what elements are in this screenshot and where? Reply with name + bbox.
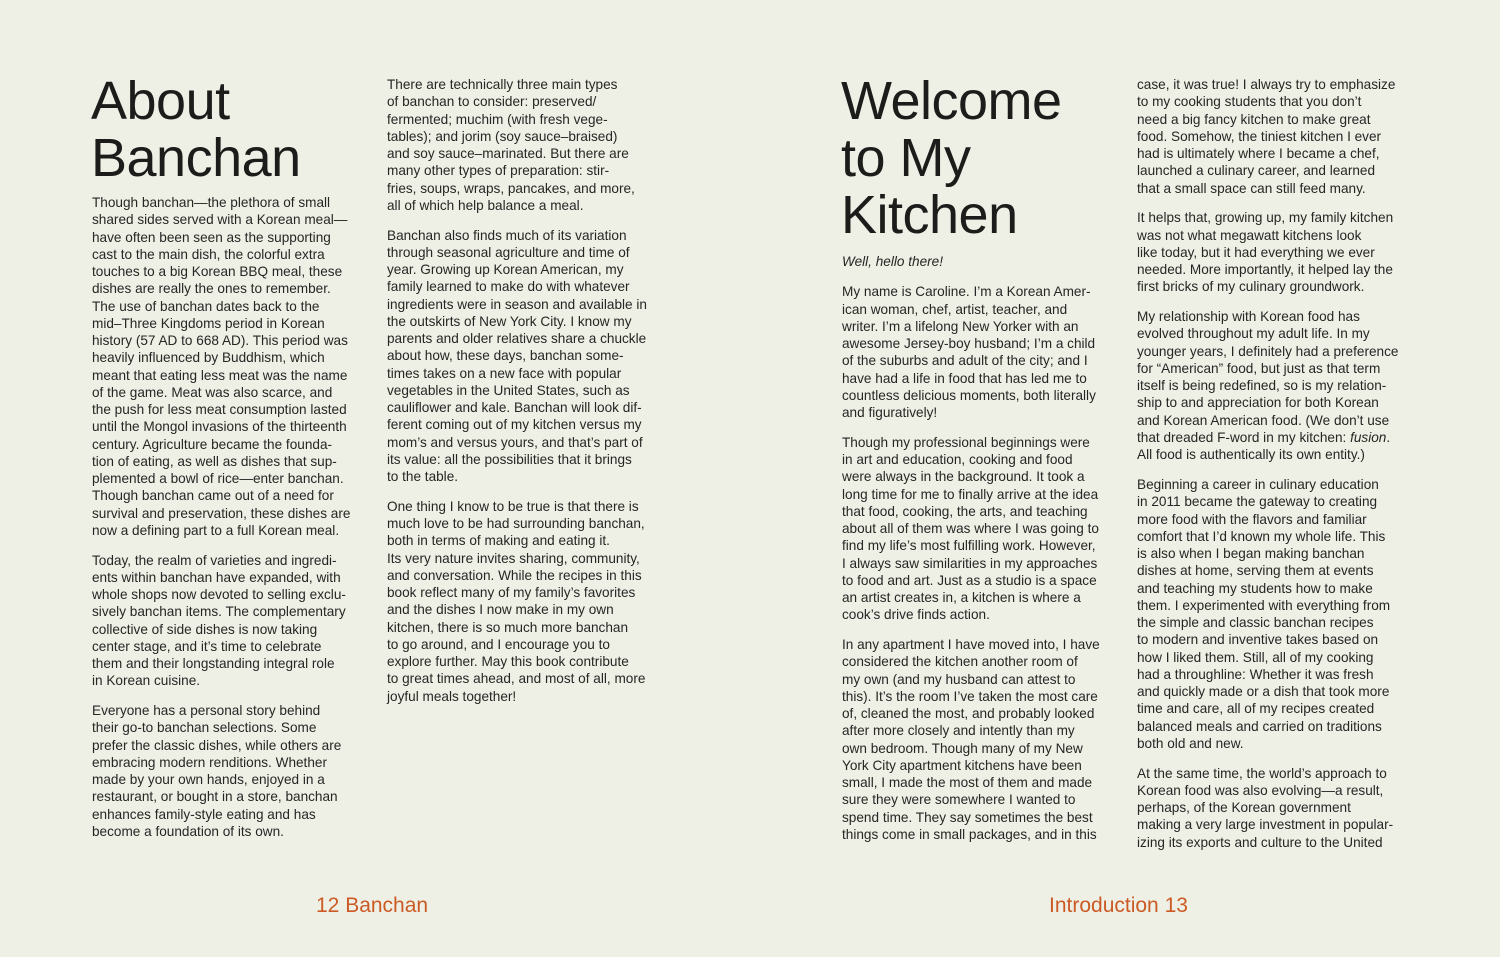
text-line: spend time. They say sometimes the best	[842, 809, 1093, 825]
text-line: sively banchan items. The complementary	[92, 604, 346, 620]
text-line: and conversation. While the recipes in this	[387, 567, 642, 583]
text-line: ican woman, chef, artist, teacher, and	[842, 301, 1068, 317]
text-line: ship to and appreciation for both Korean	[1137, 395, 1379, 411]
text-line: It helps that, growing up, my family kitchen	[1137, 210, 1394, 226]
heading-line: to My	[841, 128, 971, 188]
text-line: York City apartment kitchens have been	[842, 757, 1082, 773]
text-line: about all of them was where I was going to	[842, 521, 1099, 537]
text-line: Its very nature invites sharing, community,	[387, 550, 640, 566]
text-line: now a defining part to a full Korean meal.	[92, 522, 340, 538]
page-folio: 12 Banchan	[316, 894, 429, 917]
text-line: My name is Caroline. I’m a Korean Amer-	[842, 284, 1091, 300]
text-line: until the Mongol invasions of the thirteenth	[92, 419, 347, 435]
text-line: tables); and jorim (soy sauce–braised)	[387, 128, 618, 144]
text-line: its value: all the possibilities that it brings	[387, 451, 632, 467]
text-line: mid–Three Kingdoms period in Korean	[92, 315, 325, 331]
text-line: were always in the background. It took a	[842, 469, 1085, 485]
text-line: of banchan to consider: preserved/	[387, 94, 597, 110]
text-line: dishes are really the ones to remember.	[92, 281, 331, 297]
text-line: kitchen, there is so much more banchan	[387, 619, 629, 635]
right-page	[750, 0, 1500, 957]
text-line: itself is being redefined, so is my relation-	[1137, 378, 1387, 394]
text-line: the push for less meat consumption lasted	[92, 402, 347, 417]
text-line: vegetables in the United States, such as	[387, 382, 630, 398]
text-line: tion of eating, as well as dishes that sup-	[92, 453, 337, 469]
heading-line: Banchan	[91, 128, 301, 188]
text-line: time and care, all of my recipes created	[1137, 701, 1375, 717]
text-line: All food is authentically its own entity.)	[1137, 447, 1365, 463]
text-line: There are technically three main types	[387, 77, 618, 92]
paragraph	[842, 283, 1127, 421]
text-line: how I liked them. Still, all of my cooking	[1137, 649, 1374, 665]
text-line: this). It’s the room I’ve taken the most care	[842, 688, 1098, 704]
text-line: In any apartment I have moved into, I have	[842, 637, 1100, 653]
text-line: making a very large investment in popular-	[1137, 817, 1394, 833]
text-line: Everyone has a personal story behind	[92, 703, 321, 719]
text-line: to modern and inventive takes based on	[1137, 632, 1379, 648]
text-line: One thing I know to be true is that there is	[387, 498, 639, 514]
text-line: own bedroom. Though many of my New	[842, 740, 1083, 756]
text-line: the simple and classic banchan recipes	[1137, 615, 1374, 631]
text-line: enhances family-style eating and has	[92, 806, 316, 822]
text-line: of the suburbs and adult of the city; and I	[842, 353, 1088, 369]
text-line: in Korean cuisine.	[92, 673, 201, 689]
text-line: awesome Jersey-boy husband; I’m a child	[842, 336, 1096, 351]
text-line: have often been seen as the supporting	[92, 229, 331, 245]
text-line: both old and new.	[1137, 735, 1244, 751]
text-line: book reflect many of my family’s favorites	[387, 585, 636, 601]
text-line: first bricks of my culinary groundwork.	[1137, 279, 1365, 295]
text-line: in art and education, cooking and food	[842, 452, 1073, 468]
text-line: about how, these days, banchan some-	[387, 348, 624, 364]
text-line: and soy sauce–marinated. But there are	[387, 146, 629, 161]
text-line: perhaps, of the Korean government	[1137, 800, 1351, 816]
text-line: of the game. Meat was also scarce, and	[92, 384, 333, 400]
text-line: izing its exports and culture to the United	[1137, 834, 1383, 850]
text-line: cast to the main dish, the colorful extra	[92, 246, 325, 262]
text-line: through seasonal agriculture and time of	[387, 244, 630, 260]
text-line: sure they were somewhere I wanted to	[842, 792, 1076, 808]
text-line: had a throughline: Whether it was fresh	[1137, 666, 1374, 682]
paragraph	[92, 702, 377, 840]
text-line: countless delicious moments, both literally	[842, 387, 1096, 403]
text-line: and quickly made or a dish that took more	[1137, 684, 1390, 700]
text-line: to my cooking students that you don’t	[1137, 94, 1362, 110]
text-line: after more closely and intently than my	[842, 723, 1075, 739]
text-line: and teaching my students how to make	[1137, 580, 1373, 596]
text-line: prefer the classic dishes, while others are	[92, 737, 342, 753]
text-line: in 2011 became the gateway to creating	[1137, 494, 1378, 510]
text-line: balanced meals and carried on traditions	[1137, 718, 1382, 734]
text-line: times takes on a new face with popular	[387, 365, 622, 381]
text-line: survival and preservation, these dishes are	[92, 505, 351, 521]
text-line: to go around, and I encourage you to	[387, 636, 610, 652]
text-line: long time for me to finally arrive at the idea	[842, 486, 1099, 502]
text-column-2	[1137, 76, 1422, 863]
text-line: Beginning a career in culinary education	[1137, 477, 1379, 493]
text-line: Today, the realm of varieties and ingredi-	[92, 552, 337, 568]
text-line: them and their longstanding integral role	[92, 656, 335, 672]
text-line: and Korean American food. (We don’t use	[1137, 412, 1390, 428]
text-line: that dreaded F-word in my kitchen: fusion.	[1137, 429, 1391, 445]
text-line: of, cleaned the most, and probably looked	[842, 706, 1095, 722]
text-line: to the table.	[387, 469, 459, 485]
text-column-1	[842, 253, 1127, 856]
heading-line: Welcome	[841, 71, 1062, 131]
text-line: mom’s and versus yours, and that’s part of	[387, 434, 643, 450]
text-line: an artist creates in, a kitchen is where a	[842, 590, 1081, 606]
page-heading	[841, 73, 1062, 244]
paragraph	[1137, 765, 1422, 851]
paragraph	[1137, 209, 1422, 295]
text-line: fries, soups, wraps, pancakes, and more,	[387, 180, 635, 196]
text-line: year. Growing up Korean American, my	[387, 262, 624, 278]
paragraph	[842, 434, 1127, 624]
paragraph	[387, 227, 672, 486]
text-line: and figuratively!	[842, 405, 938, 420]
text-line: I always saw similarities in my approaches	[842, 555, 1098, 571]
text-line: case, it was true! I always try to emphasize	[1137, 77, 1396, 92]
text-line: whole shops now devoted to selling exclu-	[92, 587, 346, 603]
text-line: family learned to make do with whatever	[387, 279, 630, 295]
text-line: parents and older relatives share a chuckle	[387, 331, 647, 347]
paragraph	[1137, 476, 1422, 752]
paragraph	[387, 76, 672, 214]
text-line: become a foundation of its own.	[92, 823, 284, 839]
text-line: had is ultimately where I became a chef,	[1137, 146, 1380, 161]
text-line: find my life’s most fulfilling work. However,	[842, 538, 1096, 554]
text-line: all of which help balance a meal.	[387, 197, 584, 213]
text-line: At the same time, the world’s approach to	[1137, 765, 1387, 781]
text-line: the outskirts of New York City. I know my	[387, 313, 632, 329]
text-column-2	[387, 76, 672, 718]
page-folio: Introduction 13	[1049, 894, 1188, 917]
text-line: and the dishes I now make in my own	[387, 602, 614, 618]
text-line: joyful meals together!	[387, 688, 517, 704]
heading-line: Kitchen	[841, 185, 1018, 245]
text-line: food. Somehow, the tiniest kitchen I ever	[1137, 128, 1382, 144]
text-line: writer. I’m a lifelong New Yorker with an	[842, 318, 1079, 334]
text-line: history (57 AD to 668 AD). This period was	[92, 333, 348, 348]
paragraph	[1137, 308, 1422, 463]
text-line: is also when I began making banchan	[1137, 546, 1365, 562]
text-line: much love to be had surrounding banchan,	[387, 516, 645, 532]
text-line: dishes at home, serving them at events	[1137, 563, 1374, 579]
text-line: them. I experimented with everything from	[1137, 597, 1391, 613]
heading-line: About	[91, 71, 230, 131]
text-line: meant that eating less meat was the name	[92, 367, 348, 383]
text-line: made by your own hands, enjoyed in a	[92, 772, 325, 788]
text-line: their go-to banchan selections. Some	[92, 720, 317, 736]
paragraph	[387, 498, 672, 705]
page-heading	[91, 73, 301, 187]
text-line: my own (and my husband can attest to	[842, 671, 1076, 687]
text-line: things come in small packages, and in this	[842, 826, 1097, 842]
text-line: embracing modern renditions. Whether	[92, 754, 327, 770]
text-line: ingredients were in season and available in	[387, 296, 647, 312]
text-line: both in terms of making and eating it.	[387, 533, 610, 549]
text-line: heavily influenced by Buddhism, which	[92, 350, 325, 366]
paragraph	[842, 636, 1127, 843]
text-line: Korean food was also evolving—a result,	[1137, 782, 1384, 798]
text-line: to food and art. Just as a studio is a space	[842, 572, 1097, 588]
text-line: need a big fancy kitchen to make great	[1137, 111, 1371, 127]
text-line: fermented; muchim (with fresh vege-	[387, 111, 608, 127]
text-line: was not what megawatt kitchens look	[1137, 227, 1362, 243]
text-line: shared sides served with a Korean meal—	[92, 212, 348, 228]
text-line: Though my professional beginnings were	[842, 434, 1090, 450]
text-line: cauliflower and kale. Banchan will look dif-	[387, 400, 642, 416]
text-line: center stage, and it’s time to celebrate	[92, 638, 322, 654]
emphasis: fusion	[1350, 429, 1387, 445]
paragraph	[92, 552, 377, 690]
text-line: The use of banchan dates back to the	[92, 298, 320, 314]
text-line: for “American” food, but just as that term	[1137, 360, 1381, 376]
text-line: have had a life in food that has led me to	[842, 370, 1087, 386]
text-line: launched a culinary career, and learned	[1137, 163, 1376, 179]
text-line: more food with the flavors and familiar	[1137, 511, 1367, 527]
text-line: Banchan also finds much of its variation	[387, 227, 627, 243]
text-line: that food, cooking, the arts, and teaching	[842, 503, 1088, 519]
text-line: ents within banchan have expanded, with	[92, 569, 341, 585]
paragraph	[92, 194, 377, 539]
text-line: younger years, I definitely had a preference	[1137, 343, 1399, 359]
text-line: small, I made the most of them and made	[842, 775, 1093, 791]
text-line: needed. More importantly, it helped lay the	[1137, 262, 1393, 278]
text-line: evolved throughout my adult life. In my	[1137, 326, 1370, 342]
text-line: to great times ahead, and most of all, more	[387, 671, 646, 687]
text-line: that a small space can still feed many.	[1137, 180, 1366, 196]
text-line: considered the kitchen another room of	[842, 654, 1078, 670]
text-line: like today, but it had everything we ever	[1137, 244, 1375, 260]
text-line: ferent coming out of my kitchen versus my	[387, 417, 642, 433]
text-line: many other types of preparation: stir-	[387, 163, 610, 179]
text-line: My relationship with Korean food has	[1137, 309, 1360, 325]
text-line: collective of side dishes is now taking	[92, 621, 318, 637]
text-line: plemented a bowl of rice—enter banchan.	[92, 471, 344, 486]
page-subtitle: Well, hello there!	[842, 254, 943, 269]
text-line: Though banchan—the plethora of small	[92, 195, 331, 210]
text-line: comfort that I’d known my whole life. This	[1137, 528, 1386, 544]
text-line: restaurant, or bought in a store, banchan	[92, 789, 338, 805]
text-line: century. Agriculture became the founda-	[92, 436, 333, 452]
text-line: touches to a big Korean BBQ meal, these	[92, 264, 343, 279]
text-column-1	[92, 194, 377, 853]
text-line: cook’s drive finds action.	[842, 607, 990, 623]
text-line: explore further. May this book contribute	[387, 654, 629, 670]
text-line: Though banchan came out of a need for	[92, 488, 334, 504]
body-text	[842, 283, 1127, 843]
paragraph	[1137, 76, 1422, 197]
